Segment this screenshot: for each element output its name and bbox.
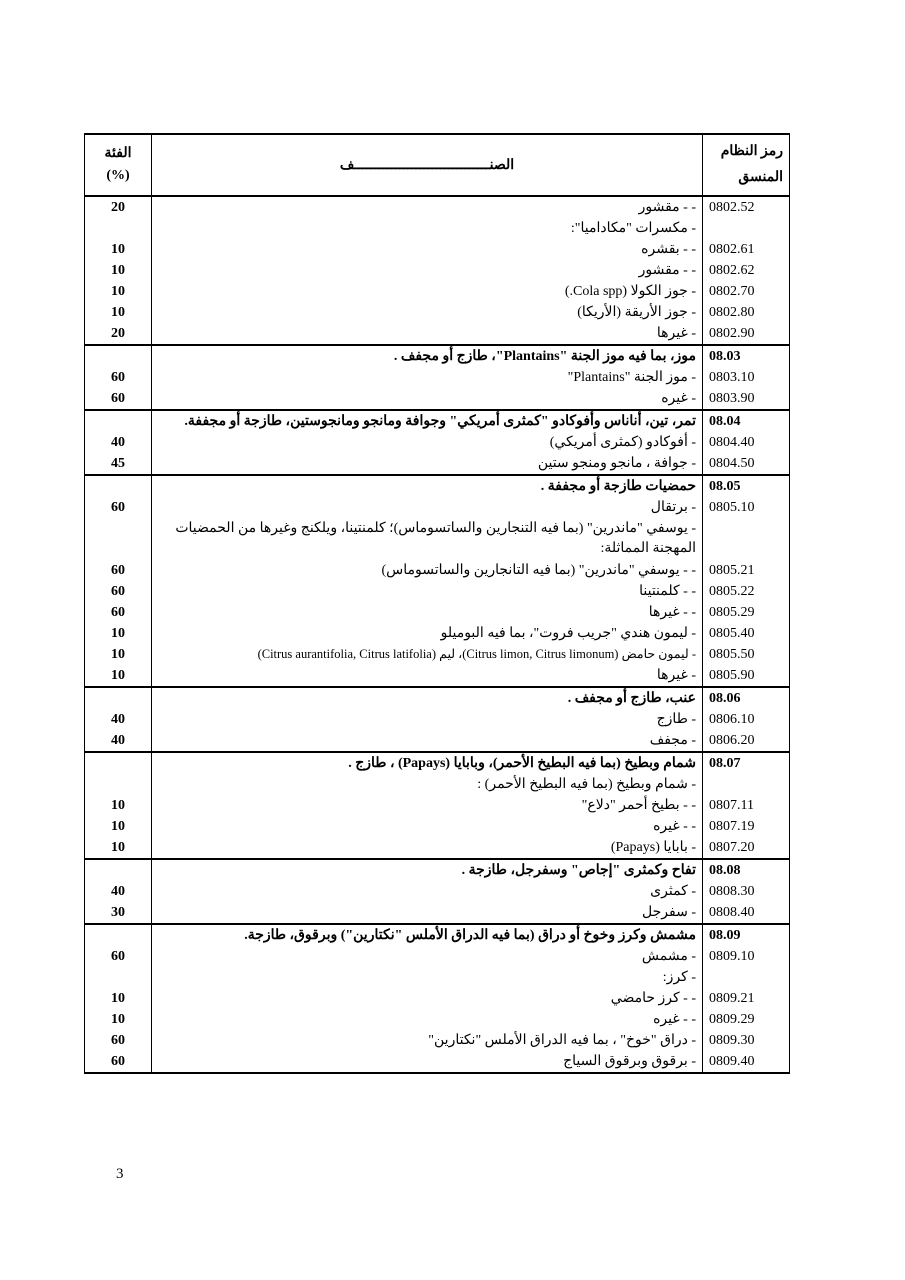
- description-cell: - غيره: [152, 388, 703, 410]
- rate-cell: 20: [85, 323, 152, 345]
- table-row: [85, 367, 790, 388]
- description-cell: - ليمون هندي "جريب فروت"، بما فيه البوميلو: [152, 623, 703, 644]
- rate-cell: 20: [85, 196, 152, 218]
- rate-cell: [85, 218, 152, 239]
- rate-cell: 10: [85, 302, 152, 323]
- description-cell: - برتقال: [152, 497, 703, 518]
- code-cell: 0806.20: [703, 730, 790, 752]
- code-cell: 0805.50: [703, 644, 790, 665]
- rate-cell: [85, 859, 152, 881]
- code-cell: 0802.62: [703, 260, 790, 281]
- table-row: [85, 560, 790, 581]
- rate-cell: [85, 410, 152, 432]
- description-cell: - موز الجنة "Plantains": [152, 367, 703, 388]
- code-cell: 0809.30: [703, 1030, 790, 1051]
- table-row: [85, 902, 790, 924]
- rate-cell: 10: [85, 988, 152, 1009]
- rate-cell: 60: [85, 1030, 152, 1051]
- description-cell: - دراق "خوخ" ، بما فيه الدراق الأملس "نكتارين": [152, 1030, 703, 1051]
- code-cell: 0805.29: [703, 602, 790, 623]
- description-cell: - - بطيخ أحمر "دلاع": [152, 795, 703, 816]
- rate-cell: 60: [85, 388, 152, 410]
- header-code: [703, 134, 790, 196]
- table-row: [85, 323, 790, 345]
- table-row: [85, 709, 790, 730]
- description-cell: - جوافة ، مانجو ومنجو ستين: [152, 453, 703, 475]
- description-cell: مشمش وكرز وخوخ أو دراق (بما فيه الدراق الأملس "نكتارين") وبرقوق، طازجة.: [152, 924, 703, 946]
- description-cell: تمر، تين، أناناس وأفوكادو "كمثرى أمريكي" وجوافة ومانجو ومانجوستين، طازجة أو مجففة.: [152, 410, 703, 432]
- description-cell: - غيرها: [152, 665, 703, 687]
- code-cell: 0809.10: [703, 946, 790, 967]
- rate-cell: 40: [85, 432, 152, 453]
- table-row: [85, 816, 790, 837]
- table-row: [85, 881, 790, 902]
- description-cell: - طازج: [152, 709, 703, 730]
- rate-cell: 40: [85, 881, 152, 902]
- rate-cell: 10: [85, 260, 152, 281]
- rate-cell: [85, 475, 152, 497]
- description-cell: - ليمون حامض (Citrus limon, Citrus limonum)، ليم (Citrus aurantifolia, Citrus latifolia): [152, 644, 703, 665]
- code-cell: 0803.10: [703, 367, 790, 388]
- rate-cell: 40: [85, 709, 152, 730]
- table-row: [85, 1030, 790, 1051]
- rate-cell: 10: [85, 239, 152, 260]
- description-cell: - يوسفي "ماندرين" (بما فيه التنجارين والساتسوماس)؛ كلمنتينا، ويلكنج وغيرها من الحمضيات المهجنة المماثلة:: [152, 518, 703, 560]
- description-cell: تفاح وكمثرى "إجاص" وسفرجل، طازجة .: [152, 859, 703, 881]
- table-row: [85, 837, 790, 859]
- header-code-label: رمز النظام: [720, 144, 783, 159]
- description-cell: - غيرها: [152, 323, 703, 345]
- table-row: [85, 260, 790, 281]
- rate-cell: 40: [85, 730, 152, 752]
- code-cell: 0803.90: [703, 388, 790, 410]
- header-rate-label: الفئة: [104, 146, 132, 161]
- rate-cell: 60: [85, 602, 152, 623]
- code-cell: 0809.40: [703, 1051, 790, 1073]
- description-cell: - - كرز حامضي: [152, 988, 703, 1009]
- code-cell: 08.05: [703, 475, 790, 497]
- code-cell: 0808.40: [703, 902, 790, 924]
- description-cell: - - غيره: [152, 816, 703, 837]
- header-description: [152, 134, 703, 196]
- heading-row: [85, 345, 790, 367]
- description-cell: - - مقشور: [152, 196, 703, 218]
- table-row: [85, 988, 790, 1009]
- table-row: [85, 281, 790, 302]
- code-cell: 08.06: [703, 687, 790, 709]
- code-cell: 0802.70: [703, 281, 790, 302]
- table-row: [85, 581, 790, 602]
- heading-row: [85, 752, 790, 774]
- rate-cell: 10: [85, 816, 152, 837]
- rate-cell: [85, 687, 152, 709]
- code-cell: [703, 774, 790, 795]
- code-cell: [703, 218, 790, 239]
- description-cell: - كمثرى: [152, 881, 703, 902]
- code-cell: 0805.40: [703, 623, 790, 644]
- table-header-row: [85, 134, 790, 196]
- header-rate-unit: (%): [106, 168, 130, 183]
- code-cell: 08.08: [703, 859, 790, 881]
- code-cell: 08.07: [703, 752, 790, 774]
- rate-cell: 60: [85, 1051, 152, 1073]
- rate-cell: 30: [85, 902, 152, 924]
- description-cell: - - يوسفي "ماندرين" (بما فيه التانجارين والساتسوماس): [152, 560, 703, 581]
- table-row: [85, 388, 790, 410]
- table-row: [85, 239, 790, 260]
- code-cell: 0807.19: [703, 816, 790, 837]
- rate-cell: 60: [85, 560, 152, 581]
- description-cell: - - كلمنتينا: [152, 581, 703, 602]
- code-cell: 0806.10: [703, 709, 790, 730]
- description-cell: - - مقشور: [152, 260, 703, 281]
- description-cell: - شمام وبطيخ (بما فيه البطيخ الأحمر) :: [152, 774, 703, 795]
- table-row: [85, 497, 790, 518]
- heading-row: [85, 687, 790, 709]
- rate-cell: 10: [85, 1009, 152, 1030]
- rate-cell: 60: [85, 581, 152, 602]
- rate-cell: 60: [85, 367, 152, 388]
- rate-cell: [85, 967, 152, 988]
- table-row: [85, 774, 790, 795]
- rate-cell: 60: [85, 497, 152, 518]
- code-cell: 08.09: [703, 924, 790, 946]
- table-row: [85, 453, 790, 475]
- header-description-label: الصنـــــــــــــــــــــــــــــــــف: [339, 157, 515, 173]
- description-cell: شمام وبطيخ (بما فيه البطيخ الأحمر)، وبابايا (Papays) ، طازج .: [152, 752, 703, 774]
- rate-cell: 10: [85, 665, 152, 687]
- table-row: [85, 602, 790, 623]
- code-cell: 0805.90: [703, 665, 790, 687]
- table-row: [85, 644, 790, 665]
- heading-row: [85, 924, 790, 946]
- description-cell: - أفوكادو (كمثرى أمريكي): [152, 432, 703, 453]
- header-code-sublabel: المنسق: [738, 170, 783, 185]
- table-row: [85, 967, 790, 988]
- code-cell: 0804.40: [703, 432, 790, 453]
- code-cell: 0808.30: [703, 881, 790, 902]
- code-cell: 08.04: [703, 410, 790, 432]
- rate-cell: [85, 924, 152, 946]
- description-cell: - جوز الأريقة (الأريكا): [152, 302, 703, 323]
- code-cell: 0807.20: [703, 837, 790, 859]
- description-cell: - برقوق وبرقوق السياج: [152, 1051, 703, 1073]
- code-cell: 0805.10: [703, 497, 790, 518]
- code-cell: 0809.29: [703, 1009, 790, 1030]
- heading-row: [85, 475, 790, 497]
- rate-cell: 10: [85, 623, 152, 644]
- description-cell: - جوز الكولا (Cola spp.): [152, 281, 703, 302]
- code-cell: 0805.21: [703, 560, 790, 581]
- code-cell: 0802.90: [703, 323, 790, 345]
- table-row: [85, 1009, 790, 1030]
- rate-cell: [85, 752, 152, 774]
- table-row: [85, 730, 790, 752]
- page-number: 3: [116, 1166, 124, 1182]
- code-cell: 0804.50: [703, 453, 790, 475]
- description-cell: - - غيرها: [152, 602, 703, 623]
- code-cell: 0807.11: [703, 795, 790, 816]
- rate-cell: 10: [85, 837, 152, 859]
- description-cell: - مشمش: [152, 946, 703, 967]
- description-cell: - كرز:: [152, 967, 703, 988]
- rate-cell: 10: [85, 795, 152, 816]
- code-cell: 0805.22: [703, 581, 790, 602]
- rate-cell: [85, 518, 152, 560]
- table-row: [85, 302, 790, 323]
- description-cell: - بابايا (Papays): [152, 837, 703, 859]
- rate-cell: [85, 345, 152, 367]
- table-row: [85, 1051, 790, 1073]
- description-cell: - سفرجل: [152, 902, 703, 924]
- code-cell: [703, 518, 790, 560]
- tariff-table: [84, 133, 790, 1074]
- heading-row: [85, 410, 790, 432]
- table-row: [85, 518, 790, 560]
- table-body: [85, 196, 790, 1073]
- rate-cell: [85, 774, 152, 795]
- description-cell: حمضيات طازجة أو مجففة .: [152, 475, 703, 497]
- rate-cell: 10: [85, 281, 152, 302]
- description-cell: - مجفف: [152, 730, 703, 752]
- table-row: [85, 196, 790, 218]
- description-cell: - - غيره: [152, 1009, 703, 1030]
- table-row: [85, 218, 790, 239]
- code-cell: 0809.21: [703, 988, 790, 1009]
- code-cell: 0802.52: [703, 196, 790, 218]
- heading-row: [85, 859, 790, 881]
- description-cell: موز، بما فيه موز الجنة "Plantains"، طازج أو مجفف .: [152, 345, 703, 367]
- rate-cell: 10: [85, 644, 152, 665]
- code-cell: 0802.80: [703, 302, 790, 323]
- header-rate: [85, 134, 152, 196]
- table-row: [85, 665, 790, 687]
- table-row: [85, 795, 790, 816]
- rate-cell: 60: [85, 946, 152, 967]
- code-cell: 08.03: [703, 345, 790, 367]
- table-row: [85, 946, 790, 967]
- description-cell: - - بقشره: [152, 239, 703, 260]
- description-cell: عنب، طازج أو مجفف .: [152, 687, 703, 709]
- rate-cell: 45: [85, 453, 152, 475]
- code-cell: 0802.61: [703, 239, 790, 260]
- table-row: [85, 623, 790, 644]
- description-cell: - مكسرات "مكاداميا":: [152, 218, 703, 239]
- code-cell: [703, 967, 790, 988]
- table-row: [85, 432, 790, 453]
